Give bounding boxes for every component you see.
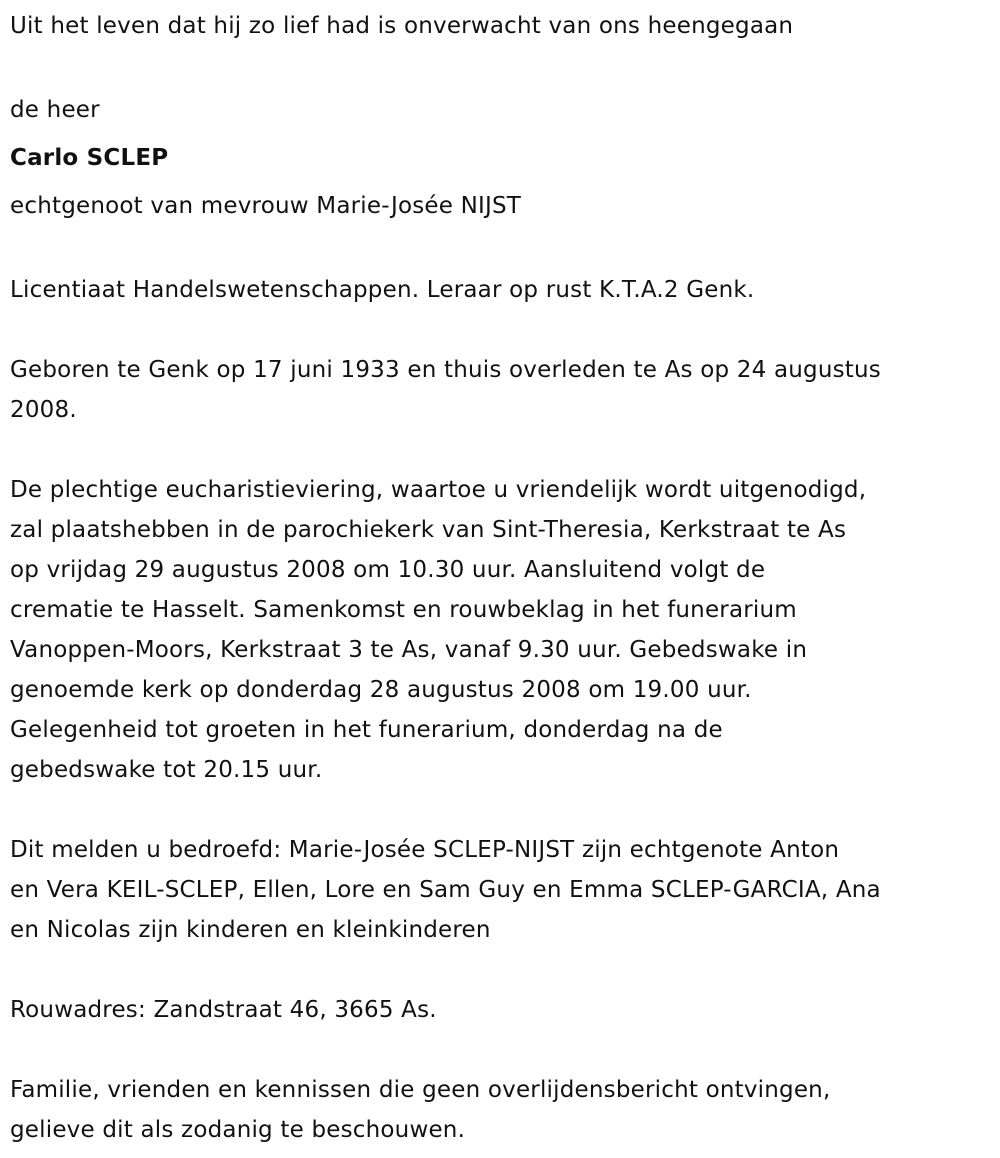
paragraph-line: Geboren te Genk op 17 juni 1933 en thuis overleden te As op 24 augustus	[10, 357, 881, 383]
spacer	[10, 790, 1000, 830]
paragraph-line: en Nicolas zijn kinderen en kleinkinderen	[10, 917, 491, 943]
closing-paragraph	[10, 1070, 1000, 1150]
paragraph-line: De plechtige eucharistieviering, waartoe u vriendelijk wordt uitgenodigd,	[10, 477, 867, 503]
salutation: de heer	[10, 97, 100, 123]
family-paragraph	[10, 830, 1000, 950]
spacer	[10, 230, 1000, 270]
ceremony-paragraph	[10, 470, 1000, 790]
spacer	[10, 310, 1000, 350]
paragraph-line: Familie, vrienden en kennissen die geen overlijdensbericht ontvingen,	[10, 1077, 831, 1103]
paragraph-line: zal plaatshebben in de parochiekerk van Sint-Theresia, Kerkstraat te As	[10, 517, 847, 543]
spouse-line: echtgenoot van mevrouw Marie-Josée NIJST	[10, 193, 522, 219]
deceased-name: Carlo SCLEP	[10, 145, 169, 171]
profession-line: Licentiaat Handelswetenschappen. Leraar op rust K.T.A.2 Genk.	[10, 277, 755, 303]
spacer	[10, 430, 1000, 470]
paragraph-line: crematie te Hasselt. Samenkomst en rouwbeklag in het funerarium	[10, 597, 797, 623]
intro-text: Uit het leven dat hij zo lief had is onverwacht van ons heengegaan	[10, 13, 794, 39]
spacer	[10, 950, 1000, 990]
paragraph-line: Vanoppen-Moors, Kerkstraat 3 te As, vanaf 9.30 uur. Gebedswake in	[10, 637, 808, 663]
paragraph-line: Gelegenheid tot groeten in het funerarium, donderdag na de	[10, 717, 723, 743]
spacer	[10, 46, 1000, 86]
paragraph-line: gebedswake tot 20.15 uur.	[10, 757, 323, 783]
paragraph-line: genoemde kerk op donderdag 28 augustus 2008 om 19.00 uur.	[10, 677, 752, 703]
address-line: Rouwadres: Zandstraat 46, 3665 As.	[10, 997, 437, 1023]
spacer	[10, 1030, 1000, 1070]
paragraph-line: en Vera KEIL-SCLEP, Ellen, Lore en Sam Guy en Emma SCLEP-GARCIA, Ana	[10, 877, 881, 903]
paragraph-line: Dit melden u bedroefd: Marie-Josée SCLEP-NIJST zijn echtgenote Anton	[10, 837, 840, 863]
paragraph-line: 2008.	[10, 397, 77, 423]
paragraph-line: gelieve dit als zodanig te beschouwen.	[10, 1117, 466, 1143]
paragraph-line: op vrijdag 29 augustus 2008 om 10.30 uur. Aansluitend volgt de	[10, 557, 766, 583]
birth-death-paragraph	[10, 350, 1000, 430]
